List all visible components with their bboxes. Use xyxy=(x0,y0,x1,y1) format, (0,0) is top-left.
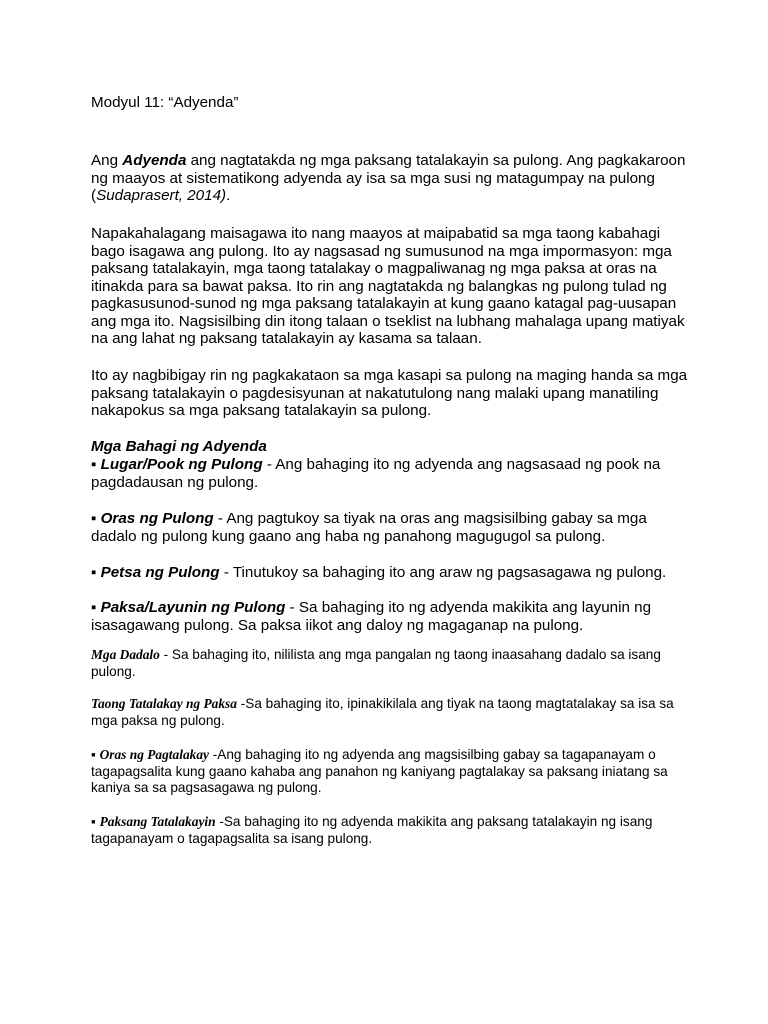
bullet-marker: ▪ xyxy=(91,814,100,829)
part-description: - Sa bahaging ito, nililista ang mga pangalan ng taong inaasahang dadalo sa isang pulong. xyxy=(91,647,661,679)
part-item xyxy=(91,647,691,680)
part-term: Paksang Tatalakayin xyxy=(99,814,216,829)
intro-text-start: Ang xyxy=(91,152,123,169)
part-item xyxy=(91,510,691,545)
section-heading: Mga Bahagi ng Adyenda xyxy=(91,438,267,455)
part-description: - Sa bahaging ito ng adyenda makikita ang layunin ng isasagawang pulong. Sa paksa iikot ang daloy ng magaganap na pulong. xyxy=(91,599,652,634)
part-term: Taong Tatalakay ng Paksa xyxy=(91,696,237,711)
part-term: Petsa ng Pulong xyxy=(100,564,220,581)
part-term: Oras ng Pagtalakay xyxy=(99,747,209,762)
intro-term: Adyenda xyxy=(122,152,187,169)
part-item xyxy=(91,747,691,797)
part-item xyxy=(91,599,691,634)
part-item xyxy=(91,696,691,729)
paragraph-benefit: Ito ay nagbibigay rin ng pagkakataon sa mga kasapi sa pulong na maging handa sa mga paksang tatalakayin o pagdesisyunan at nakatutulong nang malaki upang manatiling nakapokus sa mga paksang tatalakayin sa pulong. xyxy=(91,367,688,419)
bullet-marker: ▪ xyxy=(91,747,100,762)
part-description: -Sa bahaging ito, ipinakikilala ang tiyak na taong magtatalakay sa isa sa mga paksa ng pulong. xyxy=(91,696,674,728)
intro-citation: Sudaprasert, 2014) xyxy=(96,187,227,204)
bullet-marker: ▪ xyxy=(91,564,101,581)
part-item xyxy=(91,814,691,847)
intro-text-body: ang nagtatakda ng mga paksang tatalakayin sa pulong. Ang pagkakaroon ng maayos at sistematikong adyenda ay isa sa mga susi ng matagumpay na pulong ( xyxy=(91,152,686,204)
bullet-marker: ▪ xyxy=(91,510,101,527)
part-term: Oras ng Pulong xyxy=(100,510,214,527)
part-item xyxy=(91,564,691,582)
part-description: - Ang pagtukoy sa tiyak na oras ang magsisilbing gabay sa mga dadalo ng pulong kung gaano ang haba ng panahong magugugol sa pulong. xyxy=(91,510,647,545)
bullet-marker: ▪ xyxy=(91,456,101,473)
part-term: Paksa/Layunin ng Pulong xyxy=(100,599,286,616)
part-description: - Ang bahaging ito ng adyenda ang nagsasaad ng pook na pagdadausan ng pulong. xyxy=(91,456,661,491)
part-term: Mga Dadalo xyxy=(91,647,160,662)
intro-paragraph xyxy=(91,152,691,205)
bullet-marker: ▪ xyxy=(91,599,101,616)
part-description: -Ang bahaging ito ng adyenda ang magsisilbing gabay sa tagapanayam o tagapagsalita kung gaano kahaba ang panahon ng kaniyang pagtalakay sa paksang iniatang sa kaniya sa sa pagsasagawa ng pulong. xyxy=(91,747,668,796)
part-term: Lugar/Pook ng Pulong xyxy=(100,456,263,473)
intro-text-end: . xyxy=(226,187,231,204)
part-description: -Sa bahaging ito ng adyenda makikita ang paksang tatalakayin ng isang tagapanayam o tagapagsalita sa isang pulong. xyxy=(91,814,653,846)
part-description: - Tinutukoy sa bahaging ito ang araw ng pagsasagawa ng pulong. xyxy=(219,564,667,581)
part-item xyxy=(91,456,691,491)
module-title: Modyul 11: “Adyenda” xyxy=(91,94,239,111)
paragraph-importance: Napakahalagang maisagawa ito nang maayos at maipabatid sa mga taong kabahagi bago isagawa ang pulong. Ito ay nagsasad ng sumusunod na mga impormasyon: mga paksang tatalakayin, mga taong tatalakay o magpaliwanag ng mga paksa at oras na itinakda para sa bawat paksa. Ito rin ang nagtatakda ng balangkas ng pulong tulad ng pagkasusunod-sunod ng mga paksang tatalakayin at kung gaano katagal pag-uusapan ang mga ito. Nagsisilbing din itong talaan o tseklist na lubhang mahalaga upang matiyak na ang lahat ng paksang tatalakayin ay kasama sa talaan. xyxy=(91,225,685,347)
